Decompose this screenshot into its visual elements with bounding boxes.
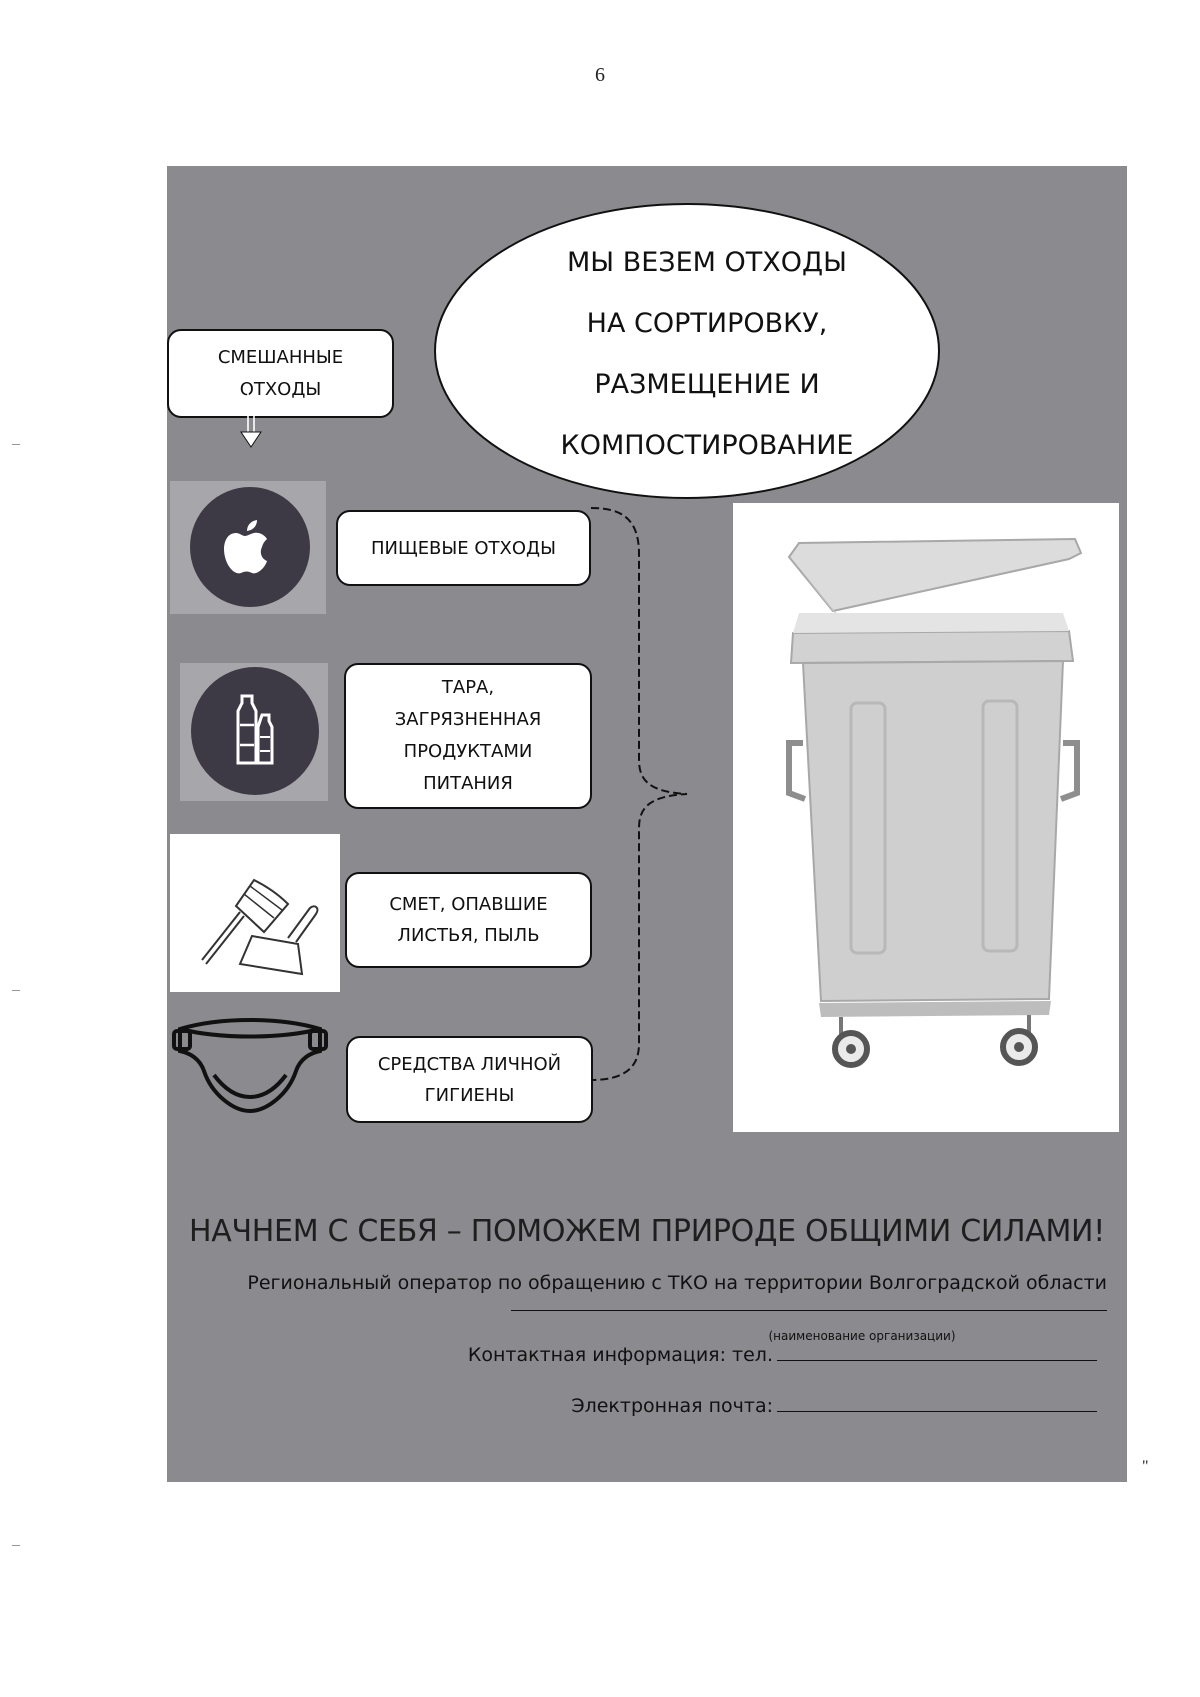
category-hygiene-line1: СРЕДСТВА ЛИЧНОЙ (377, 1053, 562, 1075)
bubble-line4: КОМПОСТИРОВАНИЕ (560, 430, 854, 461)
bottles-icon (170, 663, 336, 801)
apple-icon (170, 481, 326, 614)
category-food-label (336, 510, 591, 586)
scan-speck (12, 1545, 20, 1546)
mixed-waste-label (167, 329, 394, 418)
mixed-waste-line1: СМЕШАННЫЕ (217, 346, 344, 368)
slogan: НАЧНЕМ С СЕБЯ – ПОМОЖЕМ ПРИРОДЕ ОБЩИМИ СИЛАМИ! (189, 1214, 1105, 1249)
poster (167, 166, 1127, 1482)
closing-quote-mark: " (1142, 1458, 1149, 1475)
contact-row (468, 1342, 1097, 1366)
category-food-text: ПИЩЕВЫЕ ОТХОДЫ (371, 537, 556, 559)
mixed-waste-line2: ОТХОДЫ (239, 378, 322, 400)
category-packaging-line3: ПРОДУКТАМИ (403, 741, 533, 762)
bin-image-panel (733, 503, 1119, 1132)
phone-blank-line (777, 1342, 1097, 1361)
email-label: Электронная почта: (571, 1395, 773, 1417)
down-arrow-icon (235, 392, 267, 449)
category-packaging-label (344, 663, 592, 809)
category-packaging-line4: ПИТАНИЯ (423, 773, 513, 794)
bubble-line1: МЫ ВЕЗЕМ ОТХОДЫ (567, 247, 847, 278)
diaper-icon (170, 1011, 330, 1123)
scan-speck (12, 990, 20, 991)
waste-container-icon (733, 503, 1119, 1132)
category-packaging-line2: ЗАГРЯЗНЕННАЯ (394, 709, 542, 730)
curly-bracket (591, 504, 691, 1084)
category-hygiene-line2: ГИГИЕНЫ (424, 1084, 515, 1106)
category-sweepings-line1: СМЕТ, ОПАВШИЕ (389, 894, 548, 915)
category-hygiene-label (346, 1036, 593, 1123)
bubble-line2: НА СОРТИРОВКУ, (586, 308, 828, 339)
speech-bubble-text (497, 232, 917, 476)
organization-caption: (наименование организации) (768, 1329, 956, 1343)
category-sweepings-label (345, 872, 592, 968)
page-number: 6 (595, 64, 605, 86)
broom-dustpan-icon (170, 834, 340, 992)
organization-name-line (511, 1310, 1107, 1311)
email-row (571, 1393, 1097, 1417)
email-blank-line (777, 1393, 1097, 1412)
category-sweepings-line2: ЛИСТЬЯ, ПЫЛЬ (397, 925, 540, 946)
bubble-line3: РАЗМЕЩЕНИЕ И (594, 369, 820, 400)
scan-speck (12, 444, 20, 445)
category-packaging-line1: ТАРА, (441, 677, 495, 698)
contact-label: Контактная информация: тел. (467, 1344, 773, 1366)
operator-text: Региональный оператор по обращению с ТКО на территории Волгоградской области (247, 1272, 1107, 1294)
